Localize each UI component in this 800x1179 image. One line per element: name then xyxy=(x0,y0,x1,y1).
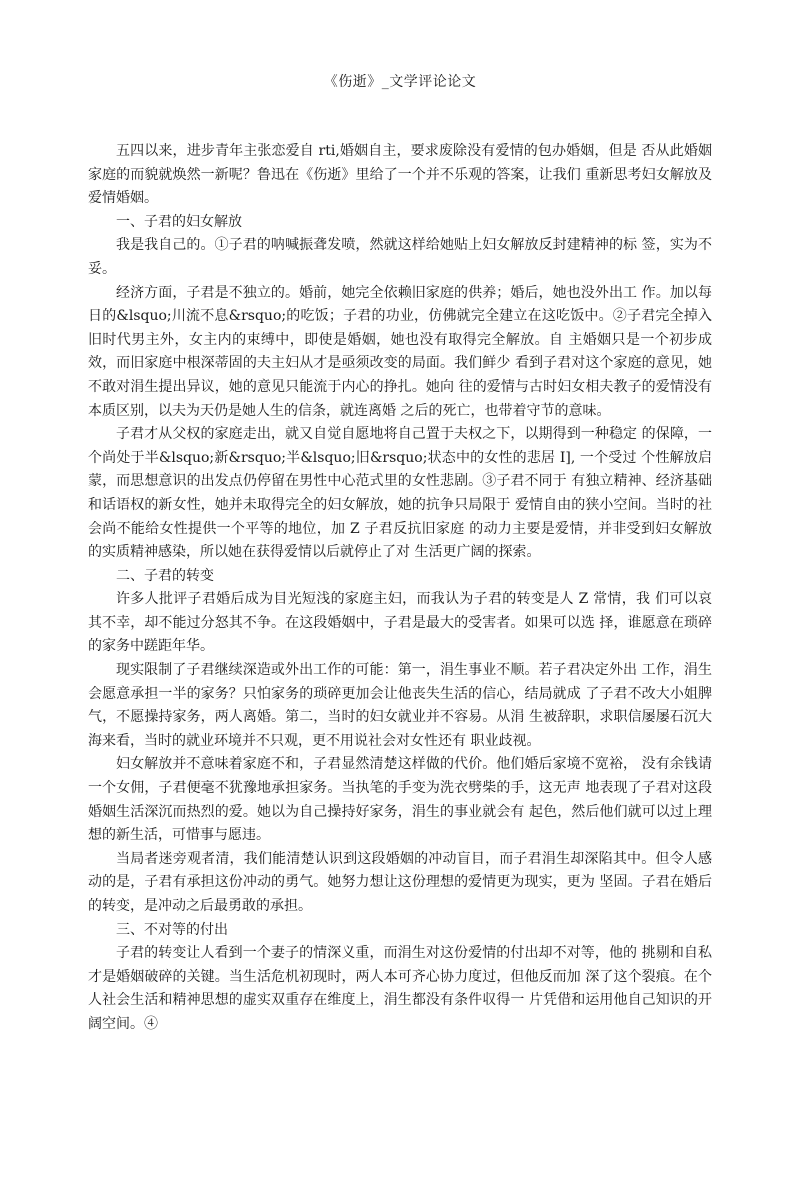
section-heading-1: 一、子君的妇女解放 xyxy=(116,213,242,230)
paragraph: 子君才从父权的家庭走出，就又自觉自愿地将自己置于夫权之下，以期得到一种稳定 的保障，一个尚处于半&lsquo;新&rsquo;半&lsquo;旧&rsquo;状态中的女性的悲居 I], 一个受过 个性解放启蒙，而思想意识的出发点仍停留在男性中心范式里的女性悲剧。③子君不同于 有独立精神、经济基础和话语权的新女性，她并未取得完全的妇女解放，她的抗争只局限于 爱情自由的狭小空间。当时的社会尚不能给女性提供一个平等的地位，加 Z 子君反抗旧家庭 的动力主要是爱情，并非受到妇女解放的实质精神感染，所以她在获得爱情以后就停止了对 生活更广阔的探索。 xyxy=(88,426,712,561)
paragraph: 我是我自己的。①子君的呐喊振聋发喷，然就这样给她贴上妇女解放反封建精神的标 签，实为不妥。 xyxy=(88,237,712,277)
paragraph: 子君的转变让人看到一个妻子的情深义重，而涓生对这份爱情的付出却不对等，他的 挑剔和自私才是婚姻破碎的关键。当生活危机初现时，两人本可齐心协力度过，但他反而加 深了这个裂痕。在个人社会生活和精神思想的虚实双重存在维度上，涓生都没有条件収得一 片凭借和运用他自己知识的开阔空间。④ xyxy=(88,945,712,1032)
section-heading-2: 二、子君的转变 xyxy=(116,567,214,584)
paragraph: 妇女解放并不意味着家庭不和，子君显然清楚这样做的代价。他们婚后家境不宽裕， 没有余钱请一个女佣，子君便毫不犹豫地承担家务。当执笔的手变为洗衣劈柴的手，这无声 地表现了子君对这段婚姻生活深沉而热烈的爱。她以为自己操持好家务，涓生的事业就会有 起色，然后他们就可以过上理想的新生活，可惜事与愿违。 xyxy=(88,756,712,844)
document-title: 《伤逝》_文学评论论文 xyxy=(323,74,477,90)
document-body xyxy=(88,140,712,1037)
paragraph: 经济方面，子君是不独立的。婚前，她完全依赖旧家庭的供养；婚后，她也没外出工 作。加以每日的&lsquo;川流不息&rsquo;的吃饭；子君的功业，仿佛就完全建立在这吃饭中。②子君完全掉入旧时代男主外，女主内的束缚中，即使是婚姻，她也没有取得完全解放。自 主婚姻只是一个初步成效，而旧家庭中根深蒂固的夫主妇从才是亟须改变的局面。我们鲜少 看到子君对这个家庭的意见，她不敢对涓生提出异议，她的意见只能流于内心的挣扎。她向 往的爱情与古时妇女相夫教子的爱情没有本质区别，以夫为天仍是她人生的信条，就连离婚 之后的死亡，也带着守节的意味。 xyxy=(88,284,712,419)
paragraph: 当局者迷旁观者清，我们能清楚认识到这段婚姻的冲动盲目，而子君涓生却深陷其中。但令人感动的是，子君有承担这份冲动的勇气。她努力想让这份理想的爱情更为现实，更为 坚固。子君在婚后的转变，是冲动之后最勇敢的承担。 xyxy=(88,850,712,914)
paragraph: 现实限制了子君继续深造或外出工作的可能：第一，涓生事业不顺。若子君决定外出 工作，涓生会愿意承担一半的家务？只怕家务的琐碎更加会让他丧失生活的信心，结局就成 了子君不改大小姐脾气，不愿操持家务，两人离婚。第二，当时的妇女就业并不容易。从涓 生被辞职，求职信屡屡石沉大海来看，当时的就业环境并不只观，更不用说社会对女性还有 职业歧视。 xyxy=(88,662,712,749)
paragraph: 许多人批评子君婚后成为目光短浅的家庭主妇，而我认为子君的转变是人 Z 常情，我 们可以哀其不幸，却不能过分怒其不争。在这段婚姻中，子君是最大的受害者。如果可以选 择，谁愿意在琐碎的家务中蹉距年华。 xyxy=(88,591,712,655)
paragraph-intro: 五四以来，进步青年主张恋爱自 rti,婚姻自主，要求废除没有爱情的包办婚姻，但是 否从此婚姻家庭的而貌就焕然一新呢？鲁迅在《伤逝》里给了一个并不乐观的答案，让我们 重新思考妇女解放及爱情婚姻。 xyxy=(88,143,712,207)
section-heading-3: 三、不对等的付出 xyxy=(116,921,228,938)
